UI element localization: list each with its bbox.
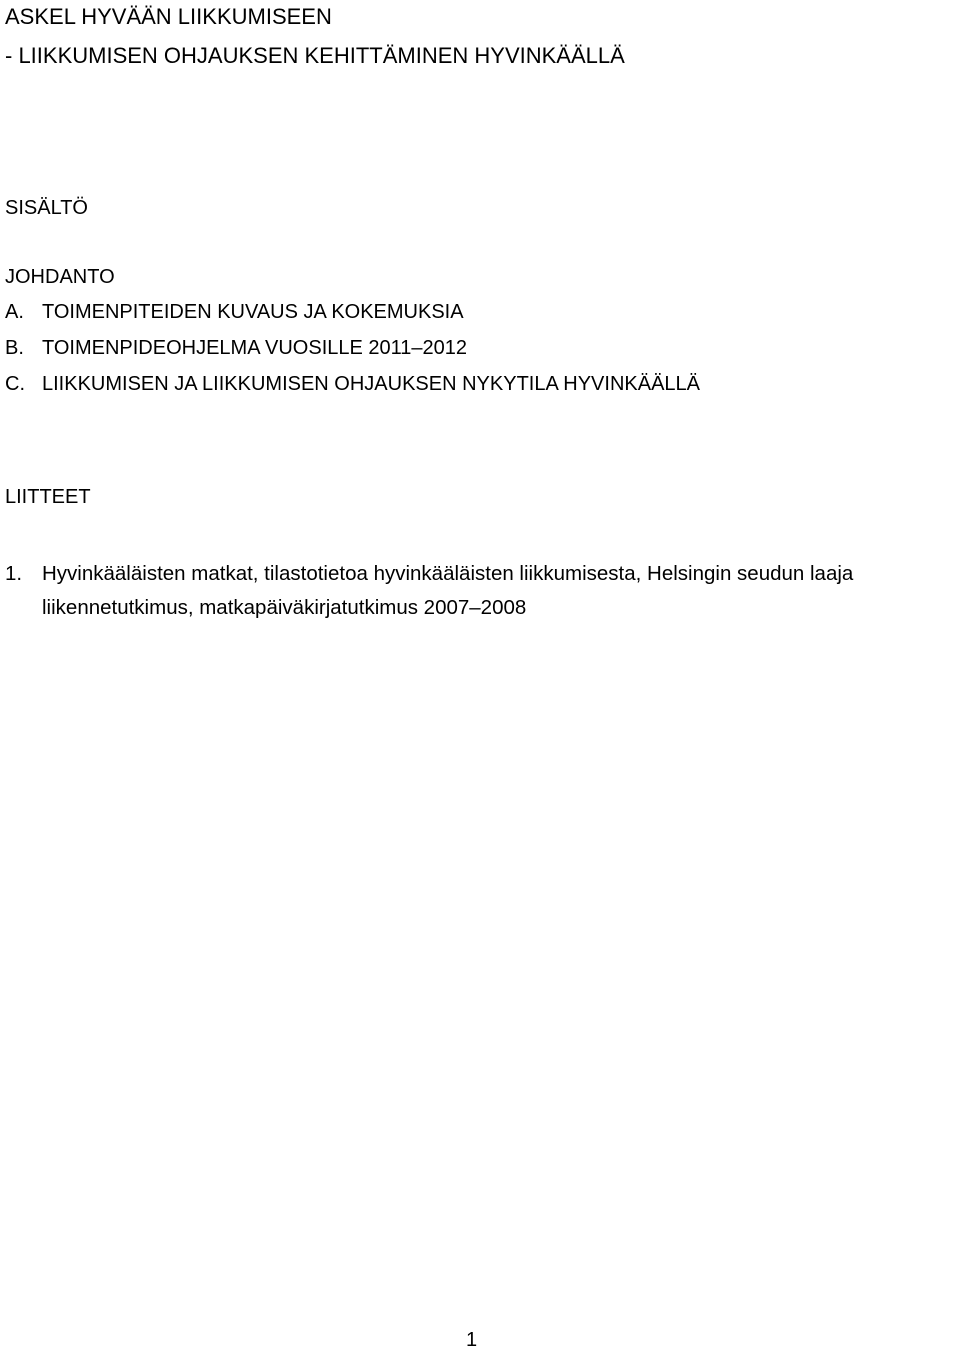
toc-item-marker: A. <box>5 301 24 323</box>
toc-item-introduction <box>5 265 115 289</box>
toc-item-a <box>5 300 464 324</box>
toc-item-label: TOIMENPIDEOHJELMA VUOSILLE 2011–2012 <box>42 337 468 359</box>
appendices-heading: LIITTEET <box>5 486 91 508</box>
toc-item-label: TOIMENPITEIDEN KUVAUS JA KOKEMUKSIA <box>42 301 464 323</box>
document-title: ASKEL HYVÄÄN LIIKKUMISEEN <box>5 4 332 29</box>
appendix-text-line2: liikennetutkimus, matkapäiväkirjatutkimus 2007–2008 <box>42 596 527 619</box>
appendix-text-line1: Hyvinkääläisten matkat, tilastotietoa hyvinkääläisten liikkumisesta, Helsingin seudun laaja <box>42 562 854 585</box>
toc-item-label: JOHDANTO <box>5 266 115 288</box>
toc-item-marker: B. <box>5 337 24 359</box>
toc-item-c <box>5 372 700 396</box>
toc-item-marker: C. <box>5 373 25 395</box>
toc-item-label: LIIKKUMISEN JA LIIKKUMISEN OHJAUKSEN NYKYTILA HYVINKÄÄLLÄ <box>42 373 700 395</box>
appendix-item-1 <box>5 557 960 625</box>
page-number: 1 <box>466 1329 478 1351</box>
toc-item-b <box>5 336 467 360</box>
document-subtitle: - LIIKKUMISEN OHJAUKSEN KEHITTÄMINEN HYVINKÄÄLLÄ <box>5 43 625 68</box>
contents-heading: SISÄLTÖ <box>5 197 88 219</box>
appendix-number: 1. <box>5 562 23 585</box>
